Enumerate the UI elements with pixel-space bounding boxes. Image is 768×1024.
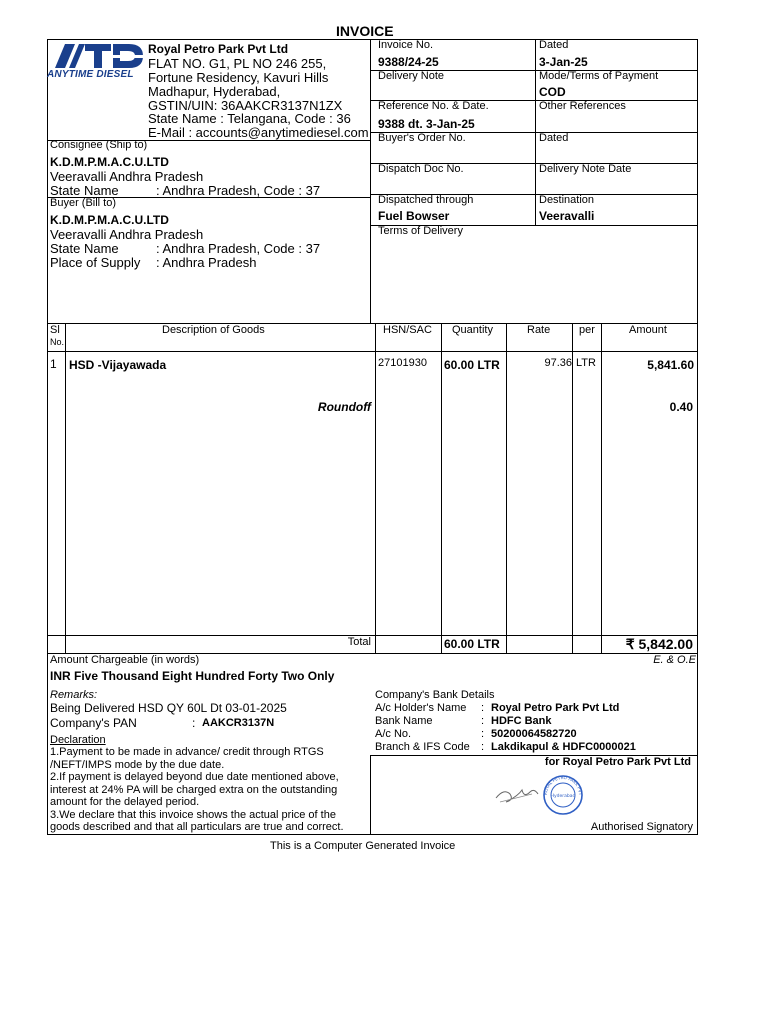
buyer-state-label: State Name xyxy=(50,241,119,256)
buyer-address: Veeravalli Andhra Pradesh xyxy=(50,227,204,242)
computer-generated-note: This is a Computer Generated Invoice xyxy=(270,840,456,852)
amount-words-label: Amount Chargeable (in words) xyxy=(50,654,200,666)
logo-text: ANYTIME DIESEL xyxy=(47,69,134,80)
total-quantity: 60.00 LTR xyxy=(444,637,500,651)
declaration-line: interest at 24% PA will be charged extra on the outstanding xyxy=(50,784,338,796)
order-dated-label: Dated xyxy=(539,132,569,144)
buyers-order-label: Buyer's Order No. xyxy=(378,132,466,144)
bank-name-label: Bank Name xyxy=(375,715,433,727)
reference-label: Reference No. & Date. xyxy=(378,100,489,112)
place-of-supply-label: Place of Supply xyxy=(50,255,141,270)
place-of-supply-value: : Andhra Pradesh xyxy=(156,255,257,270)
signature-image xyxy=(492,772,592,818)
ifsc-label: Branch & IFS Code xyxy=(375,741,470,753)
roundoff-amount: 0.40 xyxy=(669,400,693,414)
col-header-quantity: Quantity xyxy=(452,324,493,336)
amount-words-value: INR Five Thousand Eight Hundred Forty Two Only xyxy=(50,669,335,683)
authorised-signatory-label: Authorised Signatory xyxy=(590,821,693,833)
delivery-note-date-label: Delivery Note Date xyxy=(539,163,632,175)
seller-name: Royal Petro Park Pvt Ltd xyxy=(148,42,289,56)
bank-name-value: HDFC Bank xyxy=(491,715,552,727)
col-line xyxy=(506,323,507,653)
seller-gstin: GSTIN/UIN: 36AAKCR3137N1ZX xyxy=(148,98,343,113)
dispatched-through-value: Fuel Bowser xyxy=(378,209,450,223)
consignee-heading: Consignee (Ship to) xyxy=(50,139,148,151)
for-company-label: for Royal Petro Park Pvt Ltd xyxy=(544,756,691,768)
account-holder-label: A/c Holder's Name xyxy=(375,702,467,714)
pan-colon: : xyxy=(192,716,196,730)
row-description: HSD -Vijayawada xyxy=(69,358,167,372)
col-header-si: Sl xyxy=(50,324,60,336)
row-rate: 97.36 xyxy=(544,357,572,369)
mode-value: COD xyxy=(539,85,566,99)
consignee-address: Veeravalli Andhra Pradesh xyxy=(50,169,204,184)
declaration-line: goods described and that all particulars are true and correct. xyxy=(50,821,344,833)
col-line xyxy=(375,323,376,653)
col-header-description: Description of Goods xyxy=(162,324,265,336)
total-amount: ₹ 5,842.00 xyxy=(625,636,693,652)
left-border xyxy=(47,39,48,835)
bottom-border xyxy=(47,834,698,835)
col-line xyxy=(572,323,573,653)
total-label: Total xyxy=(347,636,371,648)
account-no-label: A/c No. xyxy=(375,728,412,740)
row-hsn: 27101930 xyxy=(378,357,427,369)
seller-address-1: FLAT NO. G1, PL NO 246 255, xyxy=(148,56,327,71)
ifsc-value: Lakdikapul & HDFC0000021 xyxy=(491,741,636,753)
declaration-line: 2.If payment is delayed beyond due date mentioned above, xyxy=(50,771,339,783)
col-header-per: per xyxy=(579,324,595,336)
dated-value: 3-Jan-25 xyxy=(539,55,588,69)
seller-email: E-Mail : accounts@anytimediesel.com xyxy=(148,125,369,140)
bank-colon: : xyxy=(481,728,485,740)
logo-graphic-icon xyxy=(49,40,145,70)
stamp-ring-text: ROYAL PETRO PARK PVT xyxy=(542,774,584,796)
pan-label: Company's PAN xyxy=(50,716,137,730)
consignee-state-label: State Name xyxy=(50,183,119,198)
signature-box-left xyxy=(370,755,371,835)
invoice-no-label: Invoice No. xyxy=(378,39,434,51)
seller-state: State Name : Telangana, Code : 36 xyxy=(148,111,351,126)
col-header-amount: Amount xyxy=(629,324,667,336)
declaration-line: amount for the delayed period. xyxy=(50,796,200,808)
buyer-state-value: : Andhra Pradesh, Code : 37 xyxy=(156,241,321,256)
bank-colon: : xyxy=(481,702,485,714)
terms-of-delivery-label: Terms of Delivery xyxy=(378,225,463,237)
declaration-line: 1.Payment to be made in advance/ credit through RTGS xyxy=(50,746,324,758)
declaration-line: /NEFT/IMPS mode by the due date. xyxy=(50,759,225,771)
buyer-name: K.D.M.P.M.A.C.U.LTD xyxy=(50,213,169,227)
destination-value: Veeravalli xyxy=(539,209,595,223)
handwritten-signature-icon xyxy=(492,772,592,818)
reference-value: 9388 dt. 3-Jan-25 xyxy=(378,117,475,131)
buyer-heading: Buyer (Bill to) xyxy=(50,197,117,209)
invoice-no-value: 9388/24-25 xyxy=(378,55,439,69)
declaration-heading: Declaration xyxy=(50,734,106,746)
stamp-center-text: Hyderabad xyxy=(550,794,576,799)
header-divider xyxy=(370,39,371,323)
row-per: LTR xyxy=(576,357,596,369)
col-line xyxy=(65,323,66,653)
col-line xyxy=(441,323,442,653)
col-header-rate: Rate xyxy=(527,324,551,336)
consignee-state-value: : Andhra Pradesh, Code : 37 xyxy=(156,183,321,198)
row-amount: 5,841.60 xyxy=(647,358,694,372)
col-header-hsn: HSN/SAC xyxy=(383,324,432,336)
remarks-label: Remarks: xyxy=(50,689,98,701)
mode-label: Mode/Terms of Payment xyxy=(539,70,659,82)
consignee-name: K.D.M.P.M.A.C.U.LTD xyxy=(50,155,169,169)
bank-colon: : xyxy=(481,715,485,727)
company-logo xyxy=(49,40,145,82)
account-holder-value: Royal Petro Park Pvt Ltd xyxy=(491,702,620,714)
seller-address-3: Madhapur, Hyderabad, xyxy=(148,84,281,99)
bank-details-heading: Company's Bank Details xyxy=(375,689,495,701)
col-line xyxy=(601,323,602,653)
pan-value: AAKCR3137N xyxy=(202,717,275,729)
row-quantity: 60.00 LTR xyxy=(444,358,500,372)
dispatched-through-label: Dispatched through xyxy=(378,194,474,206)
delivery-note-label: Delivery Note xyxy=(378,70,445,82)
other-references-label: Other References xyxy=(539,100,626,112)
declaration-line: 3.We declare that this invoice shows the actual price of the xyxy=(50,809,336,821)
seller-address-2: Fortune Residency, Kavuri Hills xyxy=(148,70,329,85)
roundoff-label: Roundoff xyxy=(317,400,371,414)
col-header-no: No. xyxy=(50,337,65,347)
account-no-value: 50200064582720 xyxy=(491,728,577,740)
dated-label: Dated xyxy=(539,39,569,51)
row-si: 1 xyxy=(50,357,57,371)
bank-colon: : xyxy=(481,741,485,753)
right-border xyxy=(697,39,698,835)
eoe-label: E. & O.E xyxy=(653,654,696,666)
destination-label: Destination xyxy=(539,194,595,206)
dispatch-doc-label: Dispatch Doc No. xyxy=(378,163,464,175)
table-row xyxy=(47,352,698,372)
remarks-text: Being Delivered HSD QY 60L Dt 03-01-2025 xyxy=(50,701,287,715)
invoice-title: INVOICE xyxy=(336,23,394,39)
